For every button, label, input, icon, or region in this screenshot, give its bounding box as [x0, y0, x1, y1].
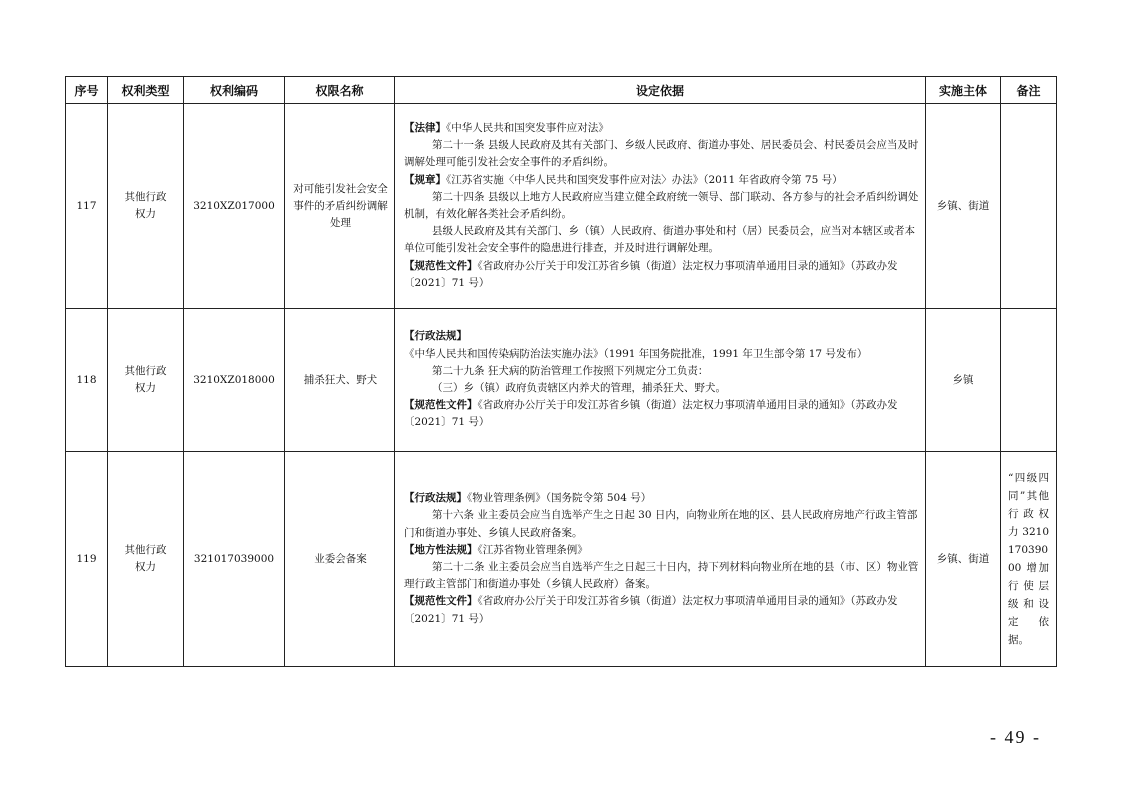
cell-name: 对可能引发社会安全事件的矛盾纠纷调解处理	[285, 104, 395, 309]
basis-paragraph: 【规范性文件】《省政府办公厅关于印发江苏省乡镇（街道）法定权力事项清单通用目录的通知》（苏政办发〔2021〕71 号）	[404, 259, 898, 289]
cell-note: “四级四同”其他行政权力 321017039000 增加行使层级和设定依据。	[1001, 452, 1057, 667]
table-row	[66, 452, 1057, 667]
power-list-table	[65, 76, 1057, 667]
cell-seq: 118	[66, 309, 108, 452]
header-type: 权利类型	[108, 77, 184, 104]
basis-paragraph: 【行政法规】《物业管理条例》（国务院令第 504 号）	[404, 492, 652, 505]
cell-code: 321017039000	[184, 452, 285, 667]
basis-paragraph: 【地方性法规】《江苏省物业管理条例》	[404, 543, 588, 556]
cell-subject: 乡镇、街道	[926, 452, 1001, 667]
cell-note	[1001, 309, 1057, 452]
basis-paragraph: 第二十四条 县级以上地方人民政府应当建立健全政府统一领导、部门联动、各方参与的社会矛盾纠纷调处机制，有效化解各类社会矛盾纠纷。	[404, 190, 919, 220]
table-row	[66, 309, 1057, 452]
basis-paragraph: 县级人民政府及其有关部门、乡（镇）人民政府、街道办事处和村（居）民委员会，应当对本辖区或者本单位可能引发社会安全事件的隐患进行排查，并及时进行调解处理。	[404, 225, 915, 255]
basis-paragraph: （三）乡（镇）政府负责辖区内养犬的管理，捕杀狂犬、野犬。	[432, 382, 726, 394]
cell-type: 其他行政权力	[108, 104, 184, 309]
cell-basis	[395, 452, 926, 667]
basis-paragraph: 第二十二条 业主委员会应当自选举产生之日起三十日内，持下列材料向物业所在地的县（市、区）物业管理行政主管部门和街道办事处（乡镇人民政府）备案。	[404, 561, 919, 591]
header-code: 权利编码	[184, 77, 285, 104]
basis-paragraph: 【规章】《江苏省实施〈中华人民共和国突发事件应对法〉办法》（2011 年省政府令第 75 号）	[404, 173, 843, 186]
basis-paragraph: 第二十一条 县级人民政府及其有关部门、乡级人民政府、街道办事处、居民委员会、村民委员会应当及时调解处理可能引发社会安全事件的矛盾纠纷。	[404, 139, 919, 169]
header-row	[66, 77, 1057, 104]
basis-paragraph: 第十六条 业主委员会应当自选举产生之日起 30 日内，向物业所在地的区、县人民政府房地产行政主管部门和街道办事处、乡镇人民政府备案。	[404, 509, 918, 539]
cell-code: 3210XZ018000	[184, 309, 285, 452]
header-subject: 实施主体	[926, 77, 1001, 104]
header-basis: 设定依据	[395, 77, 926, 104]
basis-paragraph: 第二十九条 狂犬病的防治管理工作按照下列规定分工负责：	[432, 364, 709, 377]
basis-paragraph: 【规范性文件】《省政府办公厅关于印发江苏省乡镇（街道）法定权力事项清单通用目录的通知》（苏政办发〔2021〕71 号）	[404, 399, 898, 429]
cell-type: 其他行政权力	[108, 452, 184, 667]
cell-subject: 乡镇	[926, 309, 1001, 452]
header-note: 备注	[1001, 77, 1057, 104]
header-name: 权限名称	[285, 77, 395, 104]
cell-seq: 117	[66, 104, 108, 309]
table-row	[66, 104, 1057, 309]
cell-type: 其他行政权力	[108, 309, 184, 452]
cell-subject: 乡镇、街道	[926, 104, 1001, 309]
cell-name: 业委会备案	[285, 452, 395, 667]
cell-basis	[395, 309, 926, 452]
cell-name: 捕杀狂犬、野犬	[285, 309, 395, 452]
basis-paragraph: 【规范性文件】《省政府办公厅关于印发江苏省乡镇（街道）法定权力事项清单通用目录的通知》（苏政办发〔2021〕71 号）	[404, 595, 898, 625]
basis-paragraph: 【法律】《中华人民共和国突发事件应对法》	[404, 121, 609, 134]
cell-note	[1001, 104, 1057, 309]
page-number: - 49 -	[990, 727, 1041, 747]
basis-paragraph: 【行政法规】《中华人民共和国传染病防治法实施办法》（1991 年国务院批准，1991 年卫生部令第 17 号发布）	[404, 330, 868, 360]
header-seq: 序号	[66, 77, 108, 104]
cell-basis	[395, 104, 926, 309]
cell-code: 3210XZ017000	[184, 104, 285, 309]
cell-seq: 119	[66, 452, 108, 667]
